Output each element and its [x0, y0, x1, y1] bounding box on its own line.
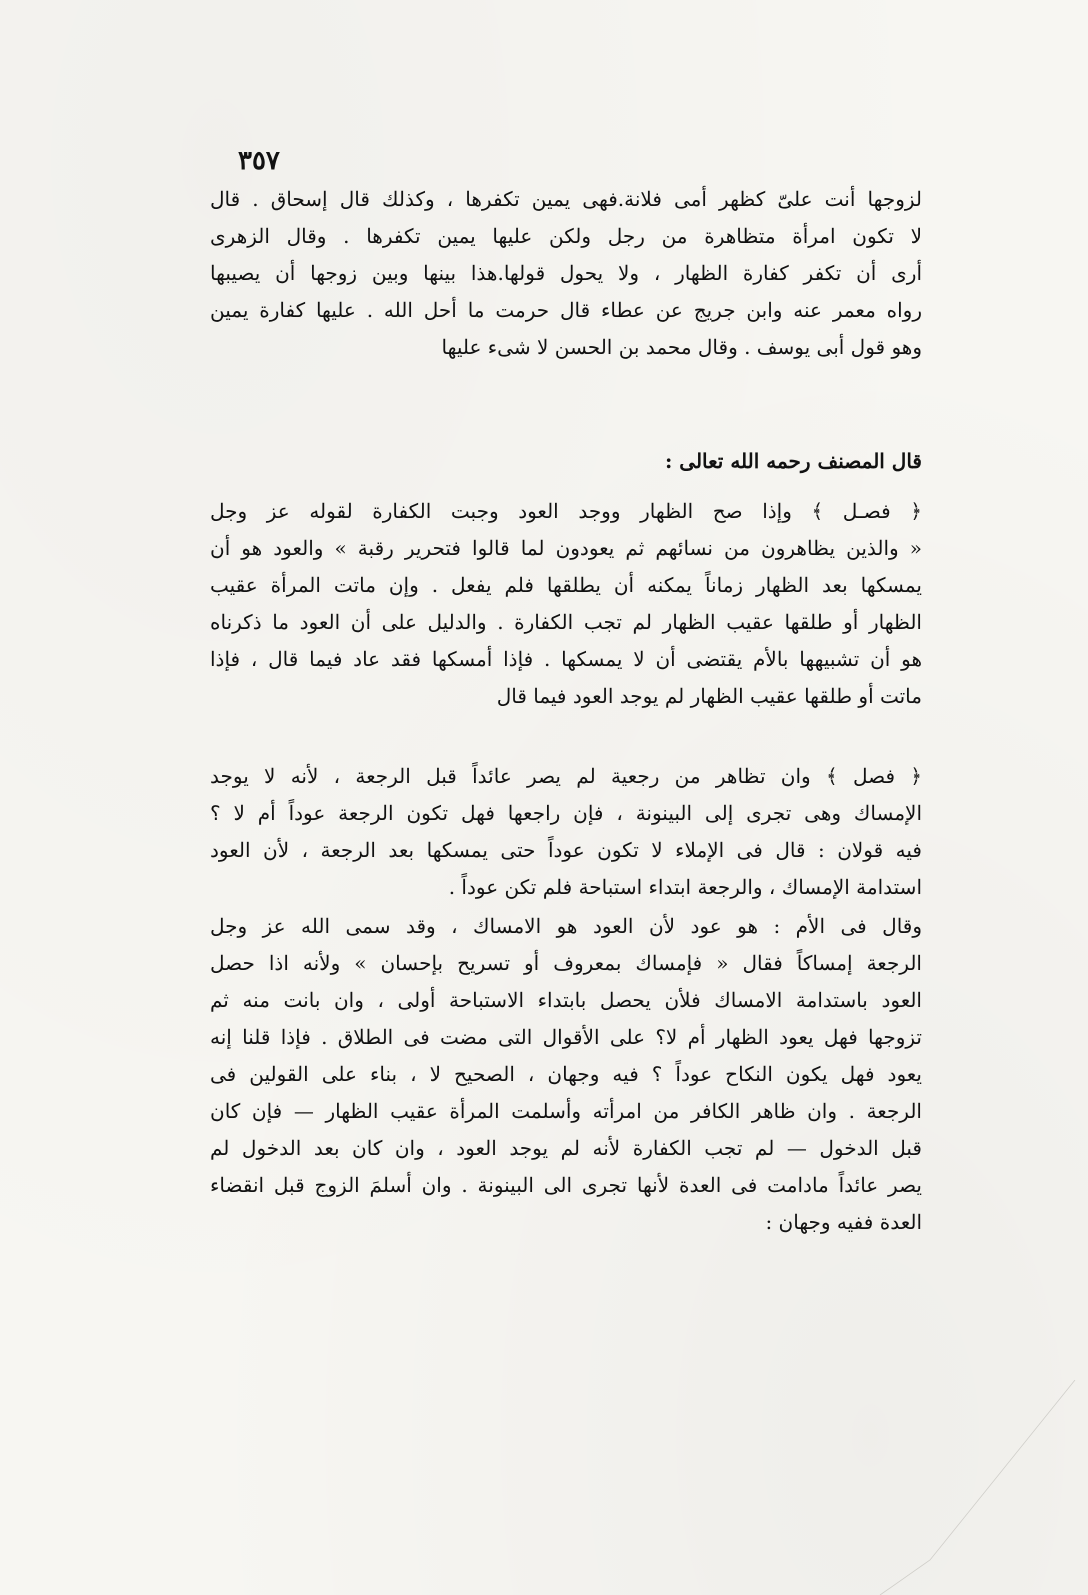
text-line: أرى أن تكفر كفارة الظهار ، ولا يحول قولها.هذا بينها وبين زوجها أن يصيبها: [210, 261, 922, 285]
text-line: لزوجها أنت علىّ كظهر أمى فلانة.فهى يمين تكفرها ، وكذلك قال إسحاق . قال: [210, 187, 922, 211]
text-line: رواه معمر عنه وابن جريج عن عطاء قال حرمت ما أحل الله . عليها كفارة يمين: [210, 298, 922, 322]
text-line: الظهار أو طلقها عقيب الظهار لم تجب الكفارة . والدليل على أن العود ما ذكرناه: [210, 610, 922, 634]
text-line: لا تكون امرأة متظاهرة من رجل ولكن عليها يمين تكفرها . وقال الزهرى: [210, 224, 922, 248]
paragraph-umm: [210, 908, 922, 1241]
text-line: العدة ففيه وجهان :: [765, 1210, 922, 1234]
scan-artifact-line: [780, 1380, 1080, 1595]
text-line: فيه قولان : قال فى الإملاء لا تكون عوداً حتى يمسكها بعد الرجعة ، لأن العود: [210, 838, 922, 862]
page-number: ٣٥٧: [238, 146, 280, 176]
text-line: يمسكها بعد الظهار زماناً يمكنه أن يطلقها فلم يفعل . وإن ماتت المرأة عقيب: [210, 573, 922, 597]
text-line: العود باستدامة الامساك فلأن يحصل بابتداء الاستباحة أولى ، وان بانت منه ثم: [210, 988, 922, 1012]
text-line: تزوجها فهل يعود الظهار أم لا؟ على الأقوال التى مضت فى الطلاق . فإذا قلنا إنه: [210, 1025, 922, 1049]
text-line: الرجعة إمساكاً فقال « فإمساك بمعروف أو تسريح بإحسان » ولأنه اذا حصل: [210, 951, 922, 975]
text-line: هو أن تشبيهها بالأم يقتضى أن لا يمسكها . فإذا أمسكها فقد عاد فيما قال ، فإذا: [210, 647, 922, 671]
text-line: ماتت أو طلقها عقيب الظهار لم يوجد العود فيما قال: [496, 684, 922, 708]
text-line: يعود فهل يكون النكاح عوداً ؟ فيه وجهان ، الصحيح لا ، بناء على القولين فى: [210, 1062, 922, 1086]
paragraph-fasl-1: [210, 493, 922, 715]
text-line: يصر عائداً مادامت فى العدة لأنها تجرى الى البينونة . وان أسلمَ الزوج قبل انقضاء: [210, 1173, 922, 1197]
text-line: وهو قول أبى يوسف . وقال محمد بن الحسن لا شىء عليها: [441, 335, 922, 359]
section-heading: [210, 443, 922, 480]
heading-line: قال المصنف رحمه الله تعالى :: [664, 449, 922, 473]
text-line: وقال فى الأم : هو عود لأن العود هو الامساك ، وقد سمى الله عز وجل: [210, 914, 922, 938]
text-line: الرجعة . وان ظاهر الكافر من امرأته وأسلمت المرأة عقيب الظهار — فإن كان: [210, 1099, 922, 1123]
text-line: قبل الدخول — لم تجب الكفارة لأنه لم يوجد العود ، وان كان بعد الدخول لم: [210, 1136, 922, 1160]
paragraph-fasl-2: [210, 758, 922, 906]
text-line: ﴿ فصل ﴾ وان تظاهر من رجعية لم يصر عائداً قبل الرجعة ، لأنه لا يوجد: [210, 764, 922, 788]
text-line: الإمساك وهى تجرى إلى البينونة ، فإن راجعها فهل تكون الرجعة عوداً أم لا ؟: [210, 801, 922, 825]
text-line: « والذين يظاهرون من نسائهم ثم يعودون لما قالوا فتحرير رقبة » والعود هو أن: [210, 536, 922, 560]
text-line: استدامة الإمساك ، والرجعة ابتداء استباحة فلم تكن عوداً .: [448, 875, 922, 899]
text-line: ﴿ فصـل ﴾ وإذا صح الظهار ووجد العود وجبت الكفارة لقوله عز وجل: [210, 499, 922, 523]
paragraph-continuation: [210, 181, 922, 366]
